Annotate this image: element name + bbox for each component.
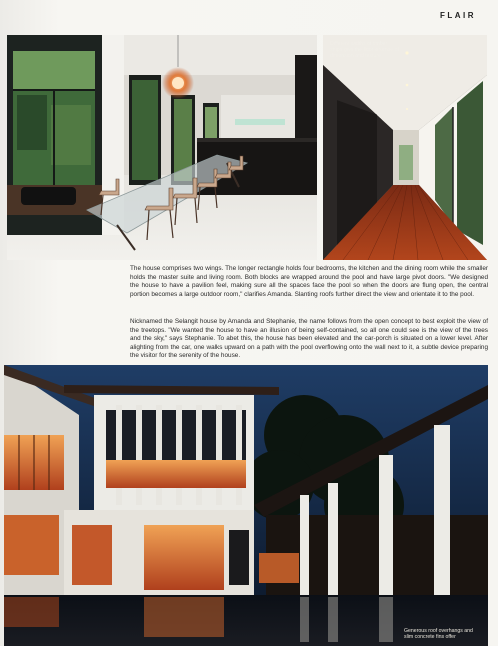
magazine-masthead: FLAIR — [439, 11, 476, 20]
dining-room-photo — [7, 35, 317, 260]
article-paragraph-1: The house comprises two wings. The longer rectangle holds four bedrooms, the kitchen and the dining room while the smaller holds the master suite and living room. Both blocks are wrapped around the pool and have large pivot doors. "We designed the house to have a pavilion feel, making sure all the spaces face the pool so when the doors are flung open, the central portion becomes a large outdoor room," clarifies Amanda. Slanting roofs further direct the view and orientate it to the pool. — [130, 265, 488, 298]
article-paragraph-2: Nicknamed the Selangit house by Amanda and Stephanie, the name follows from the open concept to best exploit the view of the treetops. "We wanted the house to have an illusion of being self-contained, so all one could see is the view of the trees and the sky," says Stephanie. To abet this, the house has been elevated and the car-porch is situated on a lower level. After alighting from the car, one walks upward on a path with the pool overflowing onto the wall next to it, a subtle device preparing the visitor for the serenity of the house. — [130, 318, 488, 360]
exterior-caption: Generous roof overhangs and slim concrete fins offer — [404, 627, 473, 640]
exterior-night-photo — [4, 365, 488, 646]
corridor-caption: Different widths of timber strips give the floor a sense of dimension and texture — [330, 41, 399, 60]
corridor-photo — [323, 35, 487, 260]
